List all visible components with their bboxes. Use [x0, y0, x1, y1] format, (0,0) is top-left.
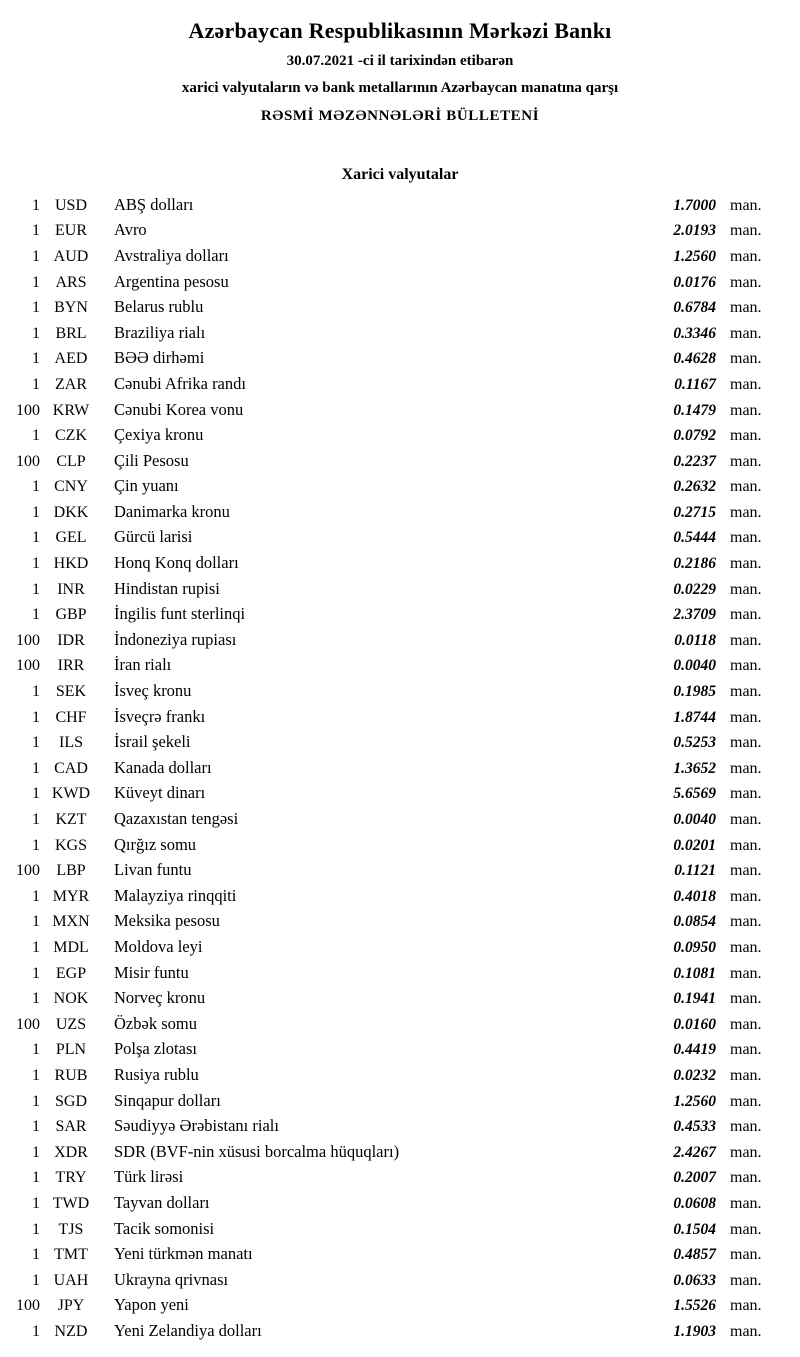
- bank-title: Azərbaycan Respublikasının Mərkəzi Bankı: [188, 18, 612, 43]
- rate-nominal: 1: [32, 836, 40, 854]
- rate-value: 0.0229: [673, 580, 716, 598]
- rate-value: 0.1479: [673, 401, 716, 419]
- rate-unit: man.: [730, 580, 762, 598]
- rate-value: 0.0040: [673, 811, 716, 828]
- rate-name: Avro: [114, 220, 147, 240]
- rate-row: [0, 192, 800, 218]
- rate-code: INR: [57, 580, 85, 598]
- rate-value: 0.5253: [673, 734, 716, 752]
- rate-value: 1.5526: [673, 1297, 716, 1315]
- rate-name: Yapon yeni: [114, 1295, 189, 1315]
- rate-nominal: 1: [32, 938, 40, 956]
- rate-value: 0.0950: [673, 938, 716, 956]
- rate-name: Avstraliya dolları: [114, 245, 229, 265]
- rate-code: CAD: [54, 759, 88, 777]
- rate-unit: man.: [730, 452, 762, 470]
- rate-name: Malayziya rinqqiti: [114, 885, 237, 905]
- rate-value: 0.5444: [673, 529, 716, 547]
- rate-row: [0, 1216, 800, 1242]
- rate-code: KGS: [54, 836, 87, 854]
- rate-value: 0.2237: [673, 452, 716, 470]
- rate-code: IDR: [57, 631, 85, 649]
- rate-nominal: 1: [32, 913, 40, 931]
- rate-row: [0, 320, 800, 346]
- rate-unit: man.: [730, 478, 762, 496]
- rate-code: BYN: [54, 299, 88, 317]
- rate-nominal: 1: [32, 222, 40, 240]
- rate-code: CZK: [55, 427, 87, 445]
- rate-value: 1.2560: [673, 247, 716, 265]
- rate-nominal: 1: [32, 1220, 40, 1238]
- rate-unit: man.: [730, 759, 762, 777]
- rate-value: 0.1121: [674, 862, 716, 880]
- rate-code: CLP: [56, 452, 86, 470]
- rate-row: [0, 1011, 800, 1037]
- rate-row: [0, 1267, 800, 1293]
- rate-code: UAH: [53, 1271, 89, 1289]
- rate-value: 0.2186: [673, 555, 716, 573]
- rate-name: Gürcü larisi: [114, 527, 193, 547]
- rate-name: Cənubi Korea vonu: [114, 399, 244, 419]
- rate-code: DKK: [53, 503, 89, 521]
- rate-value: 0.4533: [673, 1118, 716, 1136]
- section-title-foreign-currencies: Xarici valyutalar: [341, 165, 459, 183]
- rate-name: Çexiya kronu: [114, 425, 204, 445]
- rate-unit: man.: [730, 555, 762, 573]
- rate-unit: man.: [730, 836, 762, 854]
- rate-unit: man.: [730, 375, 762, 393]
- rate-name: Danimarka kronu: [114, 501, 230, 521]
- rate-code: ARS: [55, 273, 87, 291]
- effective-date-line: 30.07.2021 -ci il tarixindən etibarən: [286, 53, 514, 69]
- rate-row: [0, 1164, 800, 1190]
- rate-unit: man.: [730, 708, 762, 726]
- rate-code: HKD: [53, 555, 89, 573]
- rate-name: Yeni Zelandiya dolları: [114, 1320, 262, 1340]
- rate-value: 2.0193: [673, 222, 716, 240]
- rate-code: TMT: [54, 1246, 88, 1264]
- rate-row: [0, 729, 800, 755]
- rate-code: USD: [54, 196, 87, 214]
- rate-name: İndoneziya rupiası: [114, 629, 237, 649]
- rate-row: [0, 524, 800, 550]
- rate-unit: man.: [730, 862, 762, 880]
- rate-unit: man.: [730, 273, 762, 291]
- rate-row: [0, 627, 800, 653]
- rate-unit: man.: [730, 1143, 762, 1161]
- rate-nominal: 1: [32, 247, 40, 265]
- rate-unit: man.: [730, 785, 762, 803]
- rate-code: NOK: [53, 990, 89, 1008]
- rates-list: [0, 192, 800, 1344]
- rate-name: İngilis funt sterlinqi: [114, 604, 246, 624]
- rate-nominal: 1: [32, 734, 40, 752]
- rate-name: Qırğız somu: [114, 834, 197, 854]
- rate-name: Rusiya rublu: [114, 1064, 199, 1084]
- rate-nominal: 1: [32, 324, 40, 342]
- rate-value: 0.1504: [673, 1220, 716, 1238]
- rate-name: SDR (BVF-nin xüsusi borcalma hüquqları): [114, 1141, 400, 1161]
- rate-row: [0, 499, 800, 525]
- rate-nominal: 1: [32, 1066, 40, 1084]
- rate-row: [0, 652, 800, 678]
- rate-name: Hindistan rupisi: [114, 578, 220, 598]
- rate-nominal: 1: [32, 1092, 40, 1110]
- rate-nominal: 1: [32, 375, 40, 393]
- rate-name: Küveyt dinarı: [114, 783, 206, 803]
- rate-nominal: 1: [32, 478, 40, 496]
- rate-unit: man.: [730, 1271, 762, 1289]
- rate-row: [0, 1062, 800, 1088]
- rate-unit: man.: [730, 299, 762, 317]
- rate-row: [0, 780, 800, 806]
- rate-row: [0, 397, 800, 423]
- rate-code: MXN: [52, 913, 90, 931]
- rate-nominal: 100: [16, 1015, 40, 1033]
- rate-unit: man.: [730, 222, 762, 240]
- rate-unit: man.: [730, 1220, 762, 1238]
- rate-nominal: 1: [32, 683, 40, 701]
- rate-name: Livan funtu: [114, 860, 192, 880]
- rate-name: Braziliya rialı: [114, 322, 206, 342]
- rate-name: Türk lirəsi: [114, 1167, 184, 1187]
- rate-code: TRY: [55, 1169, 87, 1187]
- rate-nominal: 1: [32, 1194, 40, 1212]
- rate-value: 0.1941: [673, 990, 716, 1008]
- rate-value: 0.0118: [674, 631, 716, 649]
- rate-row: [0, 960, 800, 986]
- rate-unit: man.: [730, 631, 762, 649]
- rate-code: GEL: [55, 529, 87, 547]
- rate-code: EGP: [55, 964, 87, 982]
- rate-row: [0, 422, 800, 448]
- rate-unit: man.: [730, 247, 762, 265]
- rate-nominal: 1: [32, 759, 40, 777]
- rate-code: GBP: [55, 606, 87, 624]
- rate-name: Misir funtu: [114, 962, 189, 982]
- rate-name: BƏƏ dirhəmi: [114, 348, 205, 368]
- rate-row: [0, 883, 800, 909]
- rate-code: XDR: [54, 1143, 88, 1161]
- rate-nominal: 1: [32, 350, 40, 368]
- rate-code: PLN: [55, 1041, 87, 1059]
- rate-nominal: 100: [16, 657, 40, 675]
- rate-value: 0.3346: [673, 324, 716, 342]
- rate-value: 0.0792: [673, 427, 716, 445]
- rate-value: 0.2715: [673, 503, 716, 521]
- rate-name: Qazaxıstan tengəsi: [114, 809, 239, 828]
- subject-line: xarici valyutaların və bank metallarının Azərbaycan manatına qarşı: [181, 80, 619, 97]
- rate-name: Sinqapur dolları: [114, 1090, 221, 1110]
- rate-row: [0, 269, 800, 295]
- rate-unit: man.: [730, 529, 762, 547]
- rate-nominal: 1: [32, 887, 40, 905]
- rate-code: SEK: [55, 683, 87, 701]
- rate-value: 0.0040: [673, 657, 716, 675]
- rate-code: AED: [54, 350, 88, 368]
- rate-nominal: 1: [32, 708, 40, 726]
- rate-unit: man.: [730, 1092, 762, 1110]
- rate-row: [0, 294, 800, 320]
- rate-name: Meksika pesosu: [114, 911, 220, 931]
- rate-unit: man.: [730, 887, 762, 905]
- rate-unit: man.: [730, 1041, 762, 1059]
- rate-unit: man.: [730, 1118, 762, 1136]
- rate-name: İsveç kronu: [114, 681, 192, 701]
- rate-nominal: 100: [16, 452, 40, 470]
- rate-unit: man.: [730, 1246, 762, 1264]
- rate-row: [0, 806, 800, 832]
- rate-unit: man.: [730, 1066, 762, 1084]
- rate-row: [0, 217, 800, 243]
- rate-nominal: 100: [16, 862, 40, 880]
- rate-code: MDL: [53, 938, 89, 956]
- rate-name: Ukrayna qrivnası: [114, 1269, 229, 1289]
- rate-name: Moldova leyi: [114, 936, 203, 956]
- rate-value: 0.0201: [673, 836, 716, 854]
- rate-code: LBP: [56, 862, 86, 880]
- rate-nominal: 100: [16, 1297, 40, 1315]
- rate-row: [0, 1292, 800, 1318]
- rate-name: Səudiyyə Ərəbistanı rialı: [114, 1116, 279, 1136]
- rate-row: [0, 601, 800, 627]
- rate-code: RUB: [54, 1066, 88, 1084]
- rate-value: 0.0633: [673, 1271, 716, 1289]
- rate-code: EUR: [55, 222, 87, 240]
- rate-value: 0.4419: [673, 1041, 716, 1059]
- rate-code: KZT: [55, 811, 87, 828]
- rate-nominal: 1: [32, 811, 40, 828]
- rate-row: [0, 857, 800, 883]
- rate-row: [0, 985, 800, 1011]
- rate-row: [0, 448, 800, 474]
- rate-nominal: 1: [32, 785, 40, 803]
- rate-row: [0, 755, 800, 781]
- rate-name: Kanada dolları: [114, 757, 212, 777]
- rate-nominal: 1: [32, 990, 40, 1008]
- rate-code: TWD: [52, 1194, 90, 1212]
- rate-value: 1.2560: [673, 1092, 716, 1110]
- rate-nominal: 100: [16, 631, 40, 649]
- rate-row: [0, 1036, 800, 1062]
- rate-unit: man.: [730, 734, 762, 752]
- rate-code: SAR: [55, 1118, 87, 1136]
- rate-name: İsrail şekeli: [114, 732, 191, 752]
- rate-unit: man.: [730, 427, 762, 445]
- rate-code: UZS: [55, 1015, 87, 1033]
- rate-name: Yeni türkmən manatı: [114, 1244, 253, 1264]
- rate-unit: man.: [730, 683, 762, 701]
- rate-nominal: 1: [32, 273, 40, 291]
- rate-name: Honq Konq dolları: [114, 553, 239, 573]
- rate-value: 2.3709: [673, 606, 716, 624]
- rate-code: KWD: [51, 785, 91, 803]
- rate-row: [0, 345, 800, 371]
- rate-name: Tacik somonisi: [114, 1218, 215, 1238]
- rate-row: [0, 550, 800, 576]
- rate-unit: man.: [730, 657, 762, 675]
- rate-name: Çin yuanı: [114, 476, 179, 496]
- rate-name: Çili Pesosu: [114, 450, 189, 470]
- rate-code: CNY: [54, 478, 88, 496]
- rate-value: 0.1985: [673, 683, 716, 701]
- rate-row: [0, 1113, 800, 1139]
- rate-code: TJS: [58, 1220, 84, 1238]
- rate-code: KRW: [52, 401, 90, 419]
- rate-code: SGD: [54, 1092, 87, 1110]
- rate-code: IRR: [57, 657, 85, 675]
- rate-name: Belarus rublu: [114, 297, 204, 317]
- rate-value: 0.2632: [673, 478, 716, 496]
- rate-unit: man.: [730, 1297, 762, 1315]
- rate-nominal: 1: [32, 555, 40, 573]
- rate-unit: man.: [730, 401, 762, 419]
- rate-name: Polşa zlotası: [114, 1039, 197, 1059]
- rate-value: 1.7000: [673, 196, 716, 214]
- rate-nominal: 1: [32, 1246, 40, 1264]
- bulletin-header: [0, 18, 800, 126]
- rate-value: 0.0608: [673, 1194, 716, 1212]
- rate-nominal: 1: [32, 1169, 40, 1187]
- rate-row: [0, 1318, 800, 1344]
- rate-code: ILS: [59, 734, 83, 752]
- rate-row: [0, 1088, 800, 1114]
- rate-code: NZD: [54, 1322, 88, 1340]
- bulletin-title-line: RƏSMİ MƏZƏNNƏLƏRİ BÜLLETENİ: [260, 107, 540, 124]
- rate-row: [0, 678, 800, 704]
- rate-value: 1.3652: [673, 759, 716, 777]
- rate-value: 0.4628: [673, 350, 716, 368]
- rate-row: [0, 1190, 800, 1216]
- rate-code: ZAR: [55, 375, 87, 393]
- rate-row: [0, 1139, 800, 1165]
- rate-nominal: 100: [16, 401, 40, 419]
- rate-unit: man.: [730, 1015, 762, 1033]
- rate-unit: man.: [730, 350, 762, 368]
- rate-row: [0, 908, 800, 934]
- rate-name: Norveç kronu: [114, 988, 206, 1008]
- rate-value: 2.4267: [673, 1143, 716, 1161]
- rate-nominal: 1: [32, 1322, 40, 1340]
- rate-nominal: 1: [32, 1143, 40, 1161]
- rate-unit: man.: [730, 1322, 762, 1340]
- rate-value: 0.1167: [674, 375, 716, 393]
- rate-code: BRL: [55, 324, 87, 342]
- rate-value: 0.1081: [673, 964, 716, 982]
- rate-value: 0.2007: [673, 1169, 716, 1187]
- rate-unit: man.: [730, 964, 762, 982]
- rate-unit: man.: [730, 503, 762, 521]
- rate-unit: man.: [730, 606, 762, 624]
- rate-nominal: 1: [32, 427, 40, 445]
- rate-nominal: 1: [32, 196, 40, 214]
- rate-name: ABŞ dolları: [114, 194, 194, 214]
- rate-unit: man.: [730, 938, 762, 956]
- rate-row: [0, 473, 800, 499]
- rate-code: CHF: [55, 708, 87, 726]
- rate-row: [0, 704, 800, 730]
- rate-name: Cənubi Afrika randı: [114, 373, 246, 393]
- rate-value: 0.0854: [673, 913, 716, 931]
- rate-unit: man.: [730, 196, 762, 214]
- rate-nominal: 1: [32, 1271, 40, 1289]
- rate-nominal: 1: [32, 606, 40, 624]
- rate-nominal: 1: [32, 1041, 40, 1059]
- rate-value: 0.4018: [673, 887, 716, 905]
- rate-value: 0.6784: [673, 299, 716, 317]
- rate-row: [0, 1241, 800, 1267]
- rate-row: [0, 576, 800, 602]
- rate-unit: man.: [730, 324, 762, 342]
- rate-row: [0, 832, 800, 858]
- rate-name: İran rialı: [114, 655, 172, 675]
- rate-value: 0.0232: [673, 1066, 716, 1084]
- rate-nominal: 1: [32, 580, 40, 598]
- rate-unit: man.: [730, 990, 762, 1008]
- rate-unit: man.: [730, 913, 762, 931]
- rate-nominal: 1: [32, 529, 40, 547]
- rate-row: [0, 243, 800, 269]
- rate-value: 1.1903: [673, 1322, 716, 1340]
- rate-value: 0.0176: [673, 273, 716, 291]
- rate-name: Özbək somu: [114, 1013, 197, 1033]
- rate-unit: man.: [730, 1194, 762, 1212]
- rate-name: Tayvan dolları: [114, 1192, 210, 1212]
- rate-row: [0, 934, 800, 960]
- rate-value: 5.6569: [673, 785, 716, 803]
- rate-value: 1.8744: [673, 708, 716, 726]
- rate-nominal: 1: [32, 964, 40, 982]
- rate-nominal: 1: [32, 503, 40, 521]
- rate-row: [0, 371, 800, 397]
- rate-code: JPY: [57, 1297, 85, 1315]
- rate-nominal: 1: [32, 299, 40, 317]
- rate-unit: man.: [730, 811, 762, 828]
- rate-code: MYR: [52, 887, 90, 905]
- rate-name: Argentina pesosu: [114, 271, 229, 291]
- rate-code: AUD: [53, 247, 89, 265]
- rate-unit: man.: [730, 1169, 762, 1187]
- rate-name: İsveçrə frankı: [114, 706, 206, 726]
- rate-value: 0.0160: [673, 1015, 716, 1033]
- rate-nominal: 1: [32, 1118, 40, 1136]
- rate-value: 0.4857: [673, 1246, 716, 1264]
